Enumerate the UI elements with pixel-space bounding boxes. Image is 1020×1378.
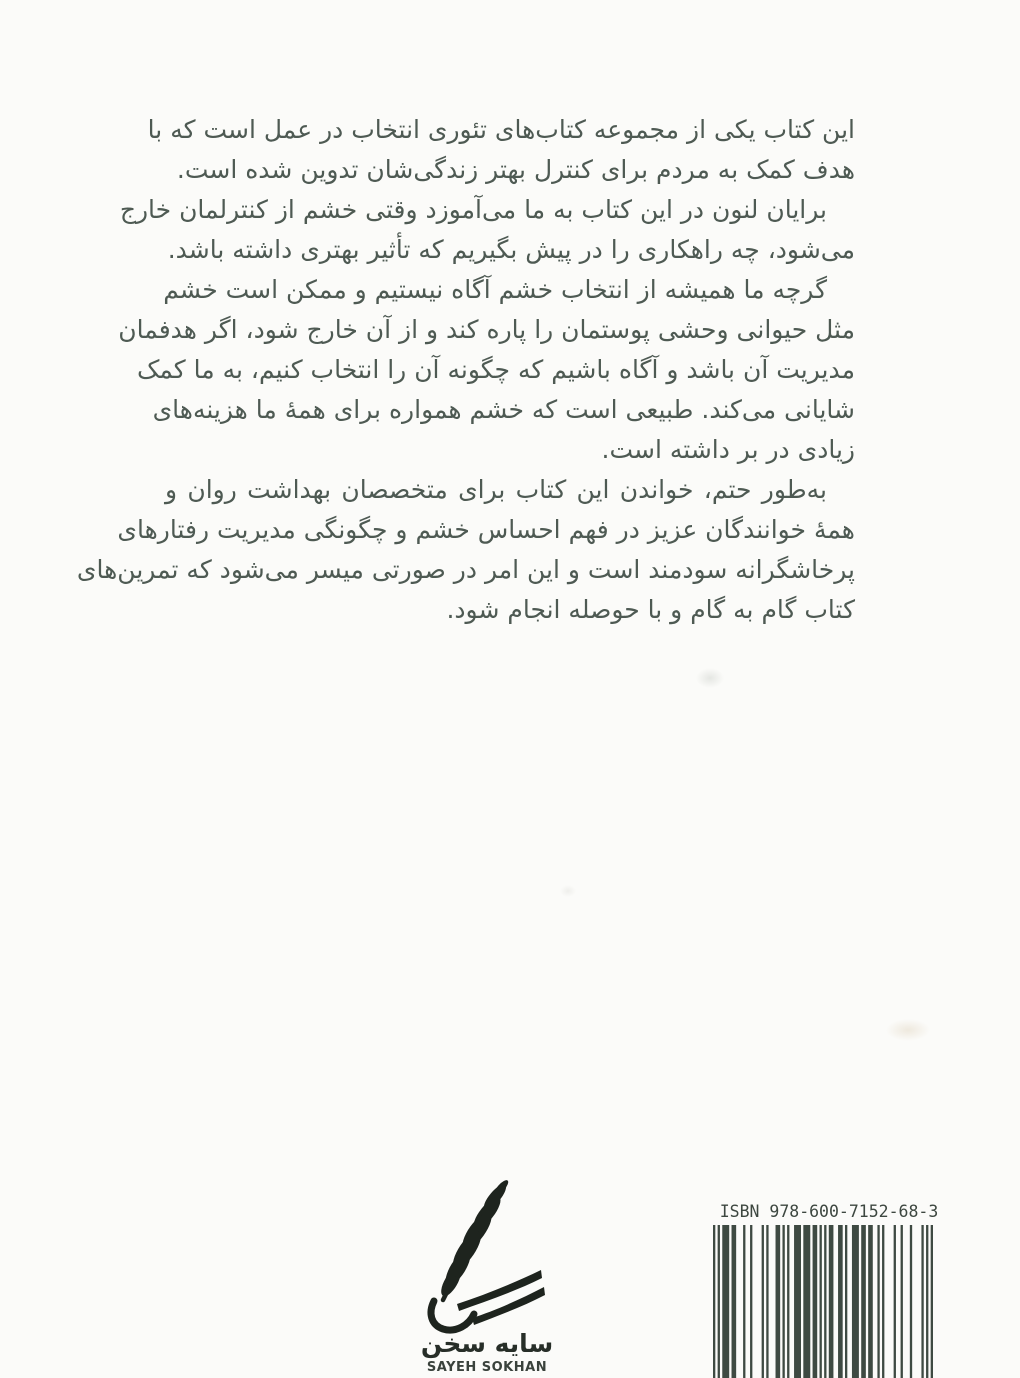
text-line: به‌طور حتم، خواندن این کتاب برای متخصصان بهداشت روان و [165,475,827,504]
text-line: کتاب گام به گام و با حوصله انجام شود. [446,595,855,624]
text-line: مدیریت آن باشد و آگاه باشیم که چگونه آن را انتخاب کنیم، به ما کمک [136,355,855,384]
text-line: گرچه ما همیشه از انتخاب خشم آگاه نیستیم و ممکن است خشم [163,275,827,304]
scan-artifact [886,1019,930,1041]
text-line: می‌شود، چه راهکاری را در پیش بگیریم که تأثیر بهتری داشته باشد. [167,235,855,264]
isbn-label: ISBN 978-600-7152-68-3 [719,1202,939,1221]
text-line: زیادی در بر داشته است. [601,435,855,464]
publisher-name-fa: سایه سخن [420,1329,554,1358]
text-line: همۀ خوانندگان عزیز در فهم احساس خشم و چگونگی مدیریت رفتارهای [117,515,855,544]
scan-artifact [560,885,576,897]
text-line: این کتاب یکی از مجموعه کتاب‌های تئوری انتخاب در عمل است که با [147,115,855,144]
publisher-logo [420,1182,554,1378]
ean13-barcode [713,1225,933,1378]
text-line: پرخاشگرانه سودمند است و این امر در صورتی میسر می‌شود که تمرین‌های [76,555,855,584]
text-line: مثل حیوانی وحشی پوستمان را پاره کند و از آن خارج شود، اگر هدفمان [118,315,855,344]
scan-artifact [696,668,724,688]
text-line: هدف کمک به مردم برای کنترل بهتر زندگی‌شان تدوین شده است. [176,155,855,184]
feather-quill-icon [424,1182,550,1334]
back-cover-text [76,110,855,630]
text-line: شایانی می‌کند. طبیعی است که خشم همواره برای همۀ ما هزینه‌های [152,395,855,424]
publisher-name-en: SAYEH SOKHAN [426,1360,548,1375]
text-line: برایان لنون در این کتاب به ما می‌آموزد وقتی خشم از کنترلمان خارج [119,195,827,224]
